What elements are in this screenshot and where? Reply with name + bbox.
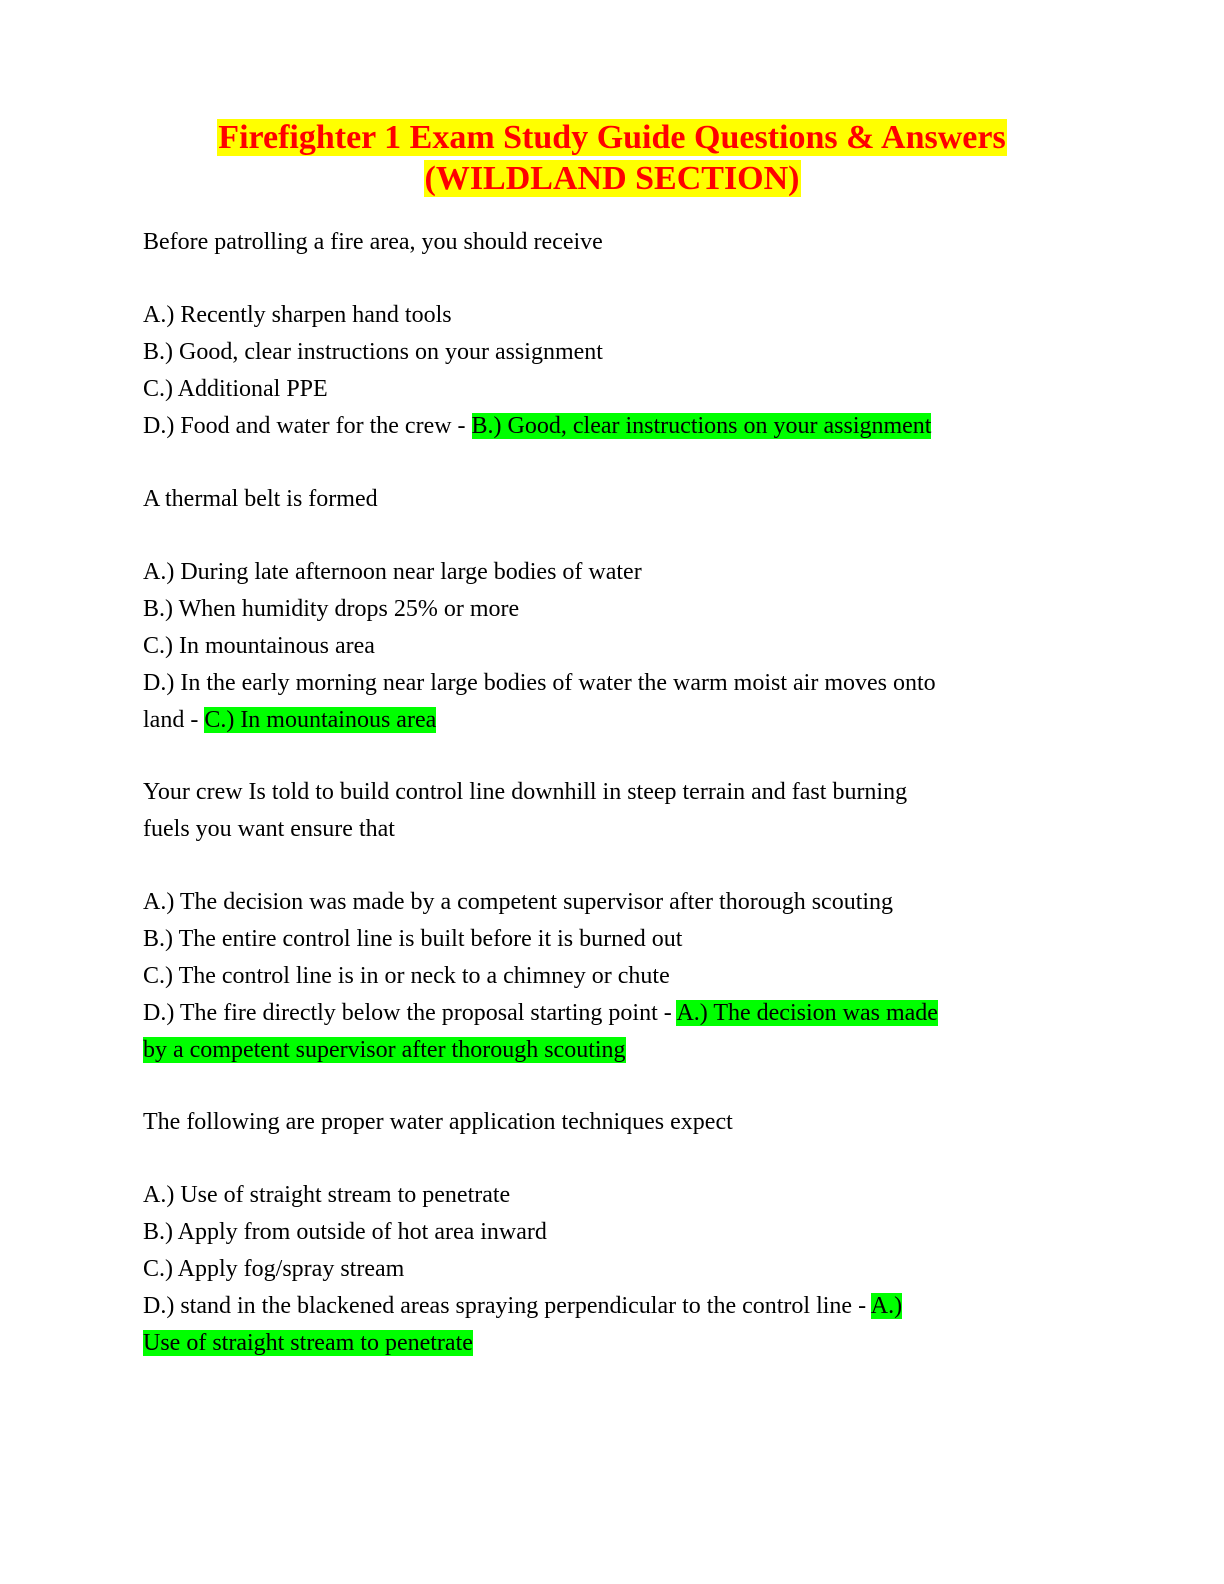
option-d <box>143 1288 1083 1325</box>
title-line-2: (WILDLAND SECTION) <box>424 160 800 197</box>
document-title <box>0 117 1224 199</box>
answer-highlight: B.) Good, clear instructions on your assignment <box>471 413 932 439</box>
answer-continued <box>143 1032 1083 1069</box>
answer-highlight: by a competent supervisor after thorough scouting <box>143 1037 626 1063</box>
option-d <box>143 408 1083 445</box>
question-block-1 <box>143 224 1083 445</box>
answer-highlight: C.) In mountainous area <box>204 707 437 733</box>
option-a: A.) Recently sharpen hand tools <box>143 302 452 328</box>
question-text: The following are proper water application techniques expect <box>143 1109 733 1135</box>
option-d-text: D.) Food and water for the crew - <box>143 413 472 439</box>
option-d-text: D.) stand in the blackened areas spraying perpendicular to the control line - <box>143 1293 871 1319</box>
option-d-line-2 <box>143 702 1083 739</box>
option-c: C.) The control line is in or neck to a chimney or chute <box>143 963 670 989</box>
option-a: A.) The decision was made by a competent supervisor after thorough scouting <box>143 889 894 915</box>
option-c: C.) Apply fog/spray stream <box>143 1256 405 1282</box>
title-line-1: Firefighter 1 Exam Study Guide Questions & Answers <box>218 119 1006 156</box>
option-d <box>143 995 1083 1032</box>
answer-highlight: A.) <box>870 1293 903 1319</box>
option-c: C.) Additional PPE <box>143 376 328 402</box>
answer-highlight: Use of straight stream to penetrate <box>143 1330 473 1356</box>
option-d-text: D.) The fire directly below the proposal starting point - <box>143 1000 677 1026</box>
option-c: C.) In mountainous area <box>143 633 375 659</box>
question-block-4 <box>143 1104 1083 1362</box>
question-block-2 <box>143 481 1083 739</box>
option-a: A.) Use of straight stream to penetrate <box>143 1182 511 1208</box>
option-b: B.) The entire control line is built before it is burned out <box>143 926 683 952</box>
answer-continued <box>143 1325 1083 1362</box>
question-text-line-2: fuels you want ensure that <box>143 816 395 842</box>
option-b: B.) When humidity drops 25% or more <box>143 596 520 622</box>
option-a: A.) During late afternoon near large bodies of water <box>143 559 642 585</box>
option-d-line-1: D.) In the early morning near large bodies of water the warm moist air moves onto <box>143 670 936 696</box>
question-text: Before patrolling a fire area, you should receive <box>143 229 603 255</box>
question-text: A thermal belt is formed <box>143 486 378 512</box>
option-b: B.) Apply from outside of hot area inward <box>143 1219 547 1245</box>
question-text-line-1: Your crew Is told to build control line downhill in steep terrain and fast burning <box>143 779 908 805</box>
option-d-text: land - <box>143 707 205 733</box>
answer-highlight: A.) The decision was made <box>676 1000 938 1026</box>
option-b: B.) Good, clear instructions on your assignment <box>143 339 603 365</box>
question-block-3 <box>143 774 1083 1069</box>
